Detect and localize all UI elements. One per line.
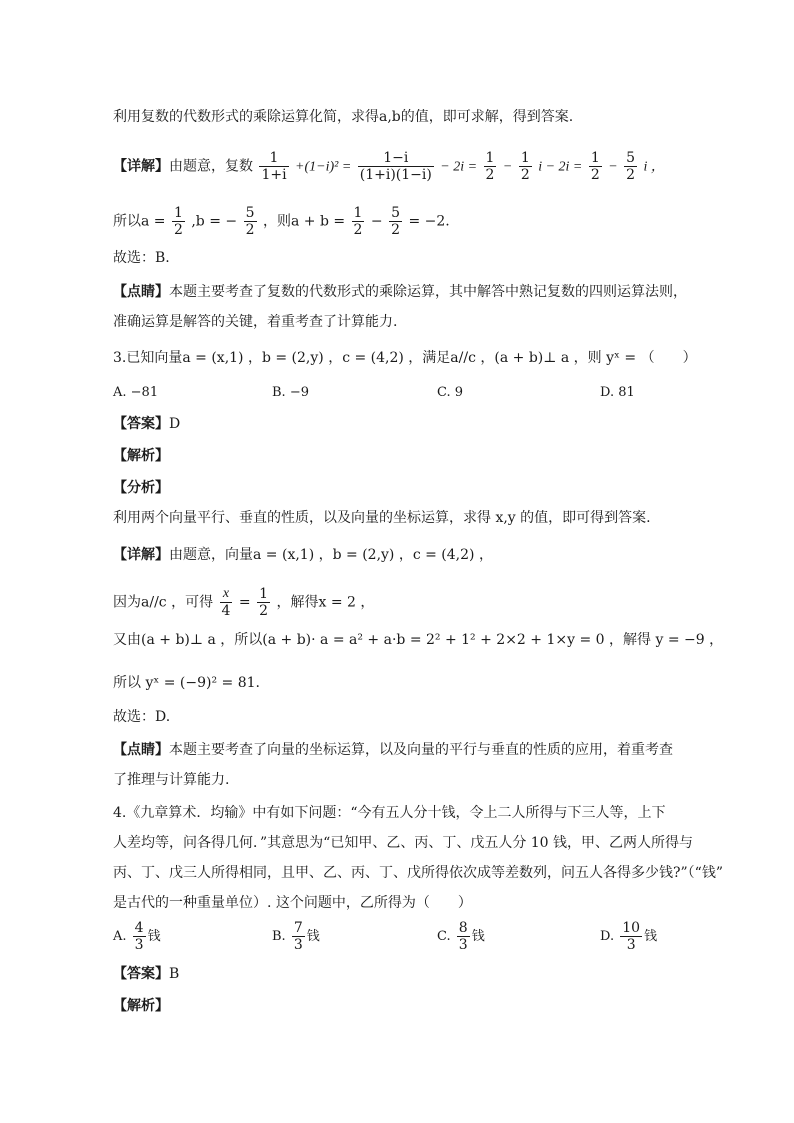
comment-2-line-1: 【点睛】本题主要考查了向量的坐标运算，以及向量的平行与垂直的性质的应用，着重考查	[113, 742, 673, 758]
fraction: $\frac{5}{2}$	[245, 205, 255, 238]
fraction: $\frac{1}{2}$	[173, 205, 183, 238]
so-line-1: 所以a = $\frac{1}{2}$ ,b = − $\frac{5}{2}$ ，则a + b = $\frac{1}{2}$ − $\frac{5}{2}$ = −2.	[113, 205, 450, 238]
question-3: 3.已知向量a = (x,1) ，b = (2,y) ，c = (4,2) ，满足a//c ，(a + b)⊥ a ，则 yˣ = （ ）	[113, 350, 697, 366]
comment-1-line-1: 【点睛】本题主要考查了复数的代数形式的乘除运算，其中解答中熟记复数的四则运算法则，	[113, 284, 687, 300]
expr: i − 2i =	[538, 159, 583, 175]
expr: i ，	[643, 159, 665, 175]
q3-option-c: C. 9	[437, 385, 464, 400]
fraction: $\frac{1}{2}$	[590, 150, 600, 183]
fraction: $\frac{5}{2}$	[626, 150, 636, 183]
q3-fenxi-label: 【分析】	[113, 480, 169, 496]
q3-option-a: A. −81	[113, 385, 159, 400]
detail1-prefix: 由题意，复数	[169, 158, 253, 175]
q3-analysis-label: 【解析】	[113, 448, 169, 464]
fraction: $\frac{1}{2}$	[259, 586, 269, 619]
choose-d: 故选：D.	[113, 709, 171, 725]
question-4-line-1: 4.《九章算术．均输》中有如下问题：“今有五人分十钱，令上二人所得与下三人等，上下	[113, 805, 666, 821]
question-4-line-2: 人差均等，问各得几何．”其意思为“已知甲、乙、丙、丁、戊五人分 10 钱，甲、乙两人所得与	[113, 835, 694, 851]
expr: − 2i =	[440, 159, 478, 175]
comment-2-line-2: 了推理与计算能力.	[113, 772, 230, 788]
q4-option-b: B. $\frac{7}{3}$ 钱	[272, 920, 320, 953]
fraction: $\frac{1}{2}$	[520, 150, 530, 183]
q4-option-d: D. $\frac{10}{3}$ 钱	[600, 920, 658, 953]
detail-label: 【详解】	[113, 158, 169, 175]
fraction: $\frac{5}{2}$	[391, 205, 401, 238]
fraction: $\frac{1}{2}$	[485, 150, 495, 183]
q3-fenxi: 利用两个向量平行、垂直的性质，以及向量的坐标运算，求得 x,y 的值，即可得到答案.	[113, 510, 651, 526]
q4-option-c: C. $\frac{8}{3}$ 钱	[437, 920, 485, 953]
q4-answer: 【答案】B	[113, 966, 180, 982]
q3-detail-3: 又由(a + b)⊥ a ，所以(a + b)· a = a² + a·b = 2² + 1² + 2×2 + 1×y = 0 ，解得 y = −9 ，	[113, 632, 724, 648]
q4-option-a: A. $\frac{4}{3}$ 钱	[113, 920, 161, 953]
q3-option-b: B. −9	[272, 385, 309, 400]
q3-detail-2: 因为a//c ，可得 $\frac{x}{4}$ = $\frac{1}{2}$ ，解得x = 2 ，	[113, 586, 375, 619]
question-4-line-4: 是古代的一种重量单位）. 这个问题中，乙所得为（ ）	[113, 895, 472, 911]
q4-analysis-label: 【解析】	[113, 998, 169, 1014]
choose-b: 故选：B.	[113, 250, 170, 266]
q3-detail-4: 所以 yˣ = (−9)² = 81.	[113, 675, 260, 691]
q3-answer: 【答案】D	[113, 416, 181, 432]
fraction: $\frac{1}{2}$	[353, 205, 363, 238]
comment-1-line-2: 准确运算是解答的关键，着重考查了计算能力.	[113, 314, 398, 330]
fraction: $\frac{1}{1+i}$	[261, 150, 287, 183]
q3-option-d: D. 81	[600, 385, 635, 400]
fraction: $\frac{1-i}{(1+i)(1-i)}$	[359, 150, 432, 183]
detail-line-1: 【详解】由题意，复数 $\frac{1}{1+i}$ +(1−i)² = $\frac{1-i}{(1+i)(1-i)}$ − 2i = $\frac{1}{2}$ − $\frac{1}{2}$ i − 2i = $\frac{1}{2}$ − $\frac{5}{2}$ i ，	[113, 150, 665, 183]
question-4-line-3: 丙、丁、戊三人所得相同，且甲、乙、丙、丁、戊所得依次成等差数列，问五人各得多少钱?”（“钱”	[113, 865, 723, 881]
fraction: $\frac{x}{4}$	[221, 586, 231, 619]
q3-detail-1: 【详解】由题意，向量a = (x,1) ，b = (2,y) ，c = (4,2) ，	[113, 547, 493, 563]
expr: +(1−i)² =	[295, 159, 352, 175]
intro-text: 利用复数的代数形式的乘除运算化简，求得a,b的值，即可求解，得到答案.	[113, 109, 574, 125]
